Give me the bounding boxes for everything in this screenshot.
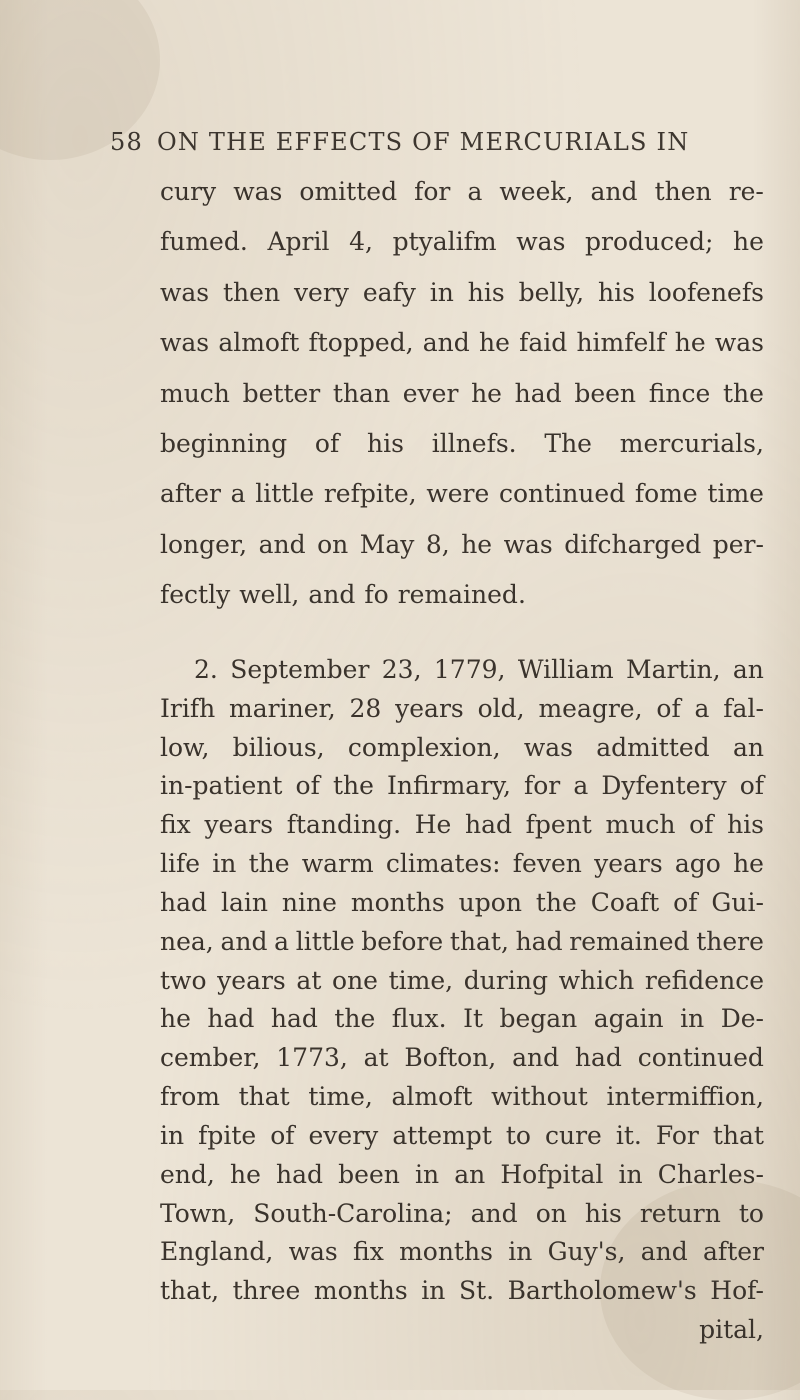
word: 1773, [276, 1043, 348, 1073]
word: Guy's, [547, 1237, 626, 1267]
word: had [574, 1043, 622, 1073]
word: fal- [723, 693, 764, 723]
word: faid [519, 328, 568, 358]
word: two [160, 965, 207, 995]
word: little [295, 926, 355, 956]
word: 28 [349, 693, 382, 723]
text-line [160, 1194, 764, 1234]
text-line [160, 999, 764, 1039]
word: fpent [525, 810, 592, 840]
word: Martin, [626, 655, 721, 684]
word: had [514, 378, 562, 408]
word: ftopped, [308, 328, 414, 358]
word: of [295, 771, 320, 801]
word: mariner, [229, 693, 336, 723]
word: on [317, 529, 349, 559]
word: his [467, 277, 505, 307]
word: had [464, 810, 512, 840]
word: almoft [391, 1082, 473, 1112]
word: and [590, 177, 638, 206]
word: Gui- [711, 887, 764, 917]
text-line [160, 575, 764, 615]
word: he [471, 378, 502, 408]
word: omitted [299, 177, 398, 206]
word: 2. [194, 655, 218, 684]
word: had [160, 887, 208, 917]
text-line [160, 222, 764, 262]
word: were [426, 479, 490, 509]
word: had [515, 926, 563, 956]
word: time [707, 479, 764, 509]
word: South-Carolina; [253, 1198, 453, 1228]
word: per- [712, 529, 764, 559]
running-title: ON THE EFFECTS OF MERCURIALS IN [156, 128, 690, 156]
word: of [314, 429, 340, 458]
word: he [461, 529, 493, 559]
word: and [308, 580, 356, 610]
word: again [593, 1004, 664, 1034]
word: and [470, 1198, 518, 1228]
text-line [160, 844, 764, 884]
word: during [463, 965, 548, 995]
word: that, [449, 926, 509, 956]
word: St. [458, 1276, 495, 1306]
text-line [160, 1271, 764, 1311]
word: there [696, 926, 764, 956]
text-line [160, 1077, 764, 1117]
word: his [366, 429, 404, 458]
word: Charles- [657, 1159, 764, 1189]
word: attempt [392, 1120, 492, 1150]
word: before [361, 926, 444, 956]
word: was [503, 529, 553, 559]
word: years [204, 810, 274, 840]
word: was [288, 1237, 338, 1267]
word: week, [499, 177, 574, 206]
word: years [594, 849, 663, 879]
word: England, [160, 1237, 274, 1267]
word: fix [353, 1237, 384, 1267]
word: eafy [362, 277, 416, 307]
word: after [160, 479, 221, 509]
word: in [429, 277, 454, 307]
word: for [414, 177, 451, 206]
word: had [270, 1004, 318, 1034]
word: had [276, 1159, 324, 1189]
word: September [230, 655, 370, 684]
word: of [689, 810, 714, 840]
word: of [270, 1120, 295, 1150]
text-line [160, 323, 764, 363]
word: remained [569, 926, 690, 956]
word: of [673, 887, 698, 917]
text-line [160, 273, 764, 313]
word: fo [364, 580, 389, 610]
word: ftanding. [286, 810, 402, 840]
word: upon [458, 887, 522, 917]
word: months [350, 887, 445, 917]
word: end, [160, 1159, 215, 1189]
word: his [727, 810, 764, 840]
text-line [160, 961, 764, 1001]
word: he [229, 1159, 261, 1189]
text-line [160, 374, 764, 414]
word: illnefs. [431, 429, 517, 458]
word: in [160, 1120, 185, 1150]
word: meagre, [538, 693, 643, 723]
word: had [207, 1004, 255, 1034]
page-number: 58 [110, 128, 143, 156]
word: 1779, [433, 655, 506, 684]
word: loofenefs [648, 277, 764, 307]
word: a [573, 771, 589, 801]
text-line [160, 1155, 764, 1195]
word: lain [220, 887, 268, 917]
text-line [160, 172, 764, 212]
word: one [332, 965, 378, 995]
word: that [712, 1120, 764, 1150]
word: was [160, 328, 210, 358]
text-line [160, 922, 764, 962]
word: of [656, 693, 681, 723]
word: longer, [160, 529, 248, 559]
word: three [232, 1276, 301, 1306]
word: nine [281, 887, 337, 917]
word: complexion, [347, 732, 501, 762]
word: well, [239, 580, 300, 610]
word: years [217, 965, 286, 995]
word: Bartholomew's [507, 1276, 697, 1306]
word: Dyfentery [601, 771, 727, 801]
running-head [110, 128, 730, 162]
word: cury [160, 177, 217, 206]
word: nea, [160, 926, 214, 956]
word: remained. [397, 580, 526, 610]
word: The [544, 429, 592, 458]
word: to [738, 1198, 764, 1228]
word: was [523, 732, 573, 762]
word: time, [388, 965, 454, 995]
word: low, [160, 732, 210, 762]
word: April [267, 227, 330, 257]
word: time, [308, 1082, 373, 1112]
word: an [454, 1159, 486, 1189]
text-line [160, 1038, 764, 1078]
word: the [722, 378, 764, 408]
word: was [160, 277, 210, 307]
word: in [680, 1004, 705, 1034]
word: then [223, 277, 281, 307]
word: a [467, 177, 483, 206]
word: been [574, 378, 637, 408]
word: the [535, 887, 577, 917]
word: the [332, 771, 374, 801]
word: at [296, 965, 322, 995]
word: from [160, 1082, 220, 1112]
word: ptyalifm [392, 227, 497, 257]
word: and [422, 328, 470, 358]
word: in [414, 1159, 440, 1189]
text-line [160, 728, 764, 768]
word: of [739, 771, 764, 801]
word: Town, [160, 1198, 236, 1228]
word: after [703, 1237, 764, 1267]
text-line [160, 805, 764, 845]
text-line [160, 766, 764, 806]
word: he [733, 849, 764, 879]
word: a [694, 693, 710, 723]
word: every [308, 1120, 379, 1150]
word: William [517, 655, 614, 684]
word: years [395, 693, 464, 723]
word: in [212, 849, 237, 879]
word: flux. [391, 1004, 447, 1034]
word: fumed. [160, 227, 248, 257]
text-line [160, 689, 764, 729]
word: re- [728, 177, 764, 206]
word: and [258, 529, 306, 559]
word: mercurials, [619, 429, 764, 458]
text-line [160, 424, 764, 464]
word: than [332, 378, 391, 408]
word: and [512, 1043, 560, 1073]
word: much [160, 378, 230, 408]
word: belly, [518, 277, 585, 307]
word: a [274, 926, 290, 956]
word: refpite, [323, 479, 417, 509]
word: For [655, 1120, 699, 1150]
word: better [242, 378, 321, 408]
word: he [478, 328, 510, 358]
word: to [505, 1120, 531, 1150]
word: admitted [596, 732, 710, 762]
word: Coaft [590, 887, 660, 917]
word: Hof- [710, 1276, 764, 1306]
word: bilious, [232, 732, 325, 762]
word: been [338, 1159, 400, 1189]
text-line [160, 474, 764, 514]
word: without [491, 1082, 588, 1112]
text-line [194, 650, 764, 690]
word: Hofpital [500, 1159, 604, 1189]
word: began [499, 1004, 578, 1034]
word: ever [402, 378, 459, 408]
word: fpite [198, 1120, 257, 1150]
word: a [230, 479, 246, 509]
word: almoft [218, 328, 300, 358]
word: it. [615, 1120, 642, 1150]
word: fince [648, 378, 711, 408]
word: continued [637, 1043, 764, 1073]
text-line [160, 1232, 764, 1272]
word: life [160, 849, 201, 879]
word: he [160, 1004, 191, 1034]
word: the [248, 849, 290, 879]
word: then [654, 177, 712, 206]
word: was [516, 227, 566, 257]
word: in [618, 1159, 643, 1189]
word: little [255, 479, 315, 509]
word: return [639, 1198, 721, 1228]
word: and [220, 926, 268, 956]
word: was [714, 328, 764, 358]
word: feven [512, 849, 582, 879]
word: produced; [585, 227, 714, 257]
word: 8, [425, 529, 450, 559]
word: cure [544, 1120, 602, 1150]
word: refidence [644, 965, 764, 995]
word: an [732, 655, 764, 684]
catchword: pital, [699, 1315, 764, 1345]
word: Infirmary, [386, 771, 511, 801]
word: which [558, 965, 635, 995]
word: in-patient [160, 771, 283, 801]
word: De- [720, 1004, 764, 1034]
text-line [160, 883, 764, 923]
word: he [733, 227, 764, 257]
word: that, [160, 1276, 220, 1306]
word: ago [674, 849, 721, 879]
word: for [524, 771, 561, 801]
word: his [584, 1198, 622, 1228]
word: on [535, 1198, 567, 1228]
word: and [640, 1237, 688, 1267]
text-line [160, 525, 764, 565]
word: himfelf [576, 328, 666, 358]
word: He [414, 810, 452, 840]
word: old, [477, 693, 525, 723]
word: in [508, 1237, 533, 1267]
word: climates: [385, 849, 501, 879]
word: It [463, 1004, 483, 1034]
word: warm [301, 849, 374, 879]
word: his [597, 277, 635, 307]
word: beginning [160, 429, 288, 458]
word: he [674, 328, 706, 358]
word: May [359, 529, 415, 559]
word: fix [160, 810, 191, 840]
word: the [334, 1004, 376, 1034]
word: intermiffion, [606, 1082, 764, 1112]
word: very [293, 277, 349, 307]
word: Bofton, [404, 1043, 497, 1073]
word: an [732, 732, 764, 762]
word: fome [634, 479, 698, 509]
word: months [399, 1237, 493, 1267]
word: continued [499, 479, 626, 509]
word: that [238, 1082, 290, 1112]
word: difcharged [564, 529, 702, 559]
word: at [363, 1043, 389, 1073]
word: cember, [160, 1043, 261, 1073]
word: Irifh [160, 693, 216, 723]
word: fectly [160, 580, 231, 610]
word: was [233, 177, 283, 206]
word: 23, [381, 655, 422, 684]
word: months [313, 1276, 408, 1306]
word: 4, [349, 227, 373, 257]
word: in [421, 1276, 446, 1306]
text-line [160, 1116, 764, 1156]
word: much [605, 810, 676, 840]
